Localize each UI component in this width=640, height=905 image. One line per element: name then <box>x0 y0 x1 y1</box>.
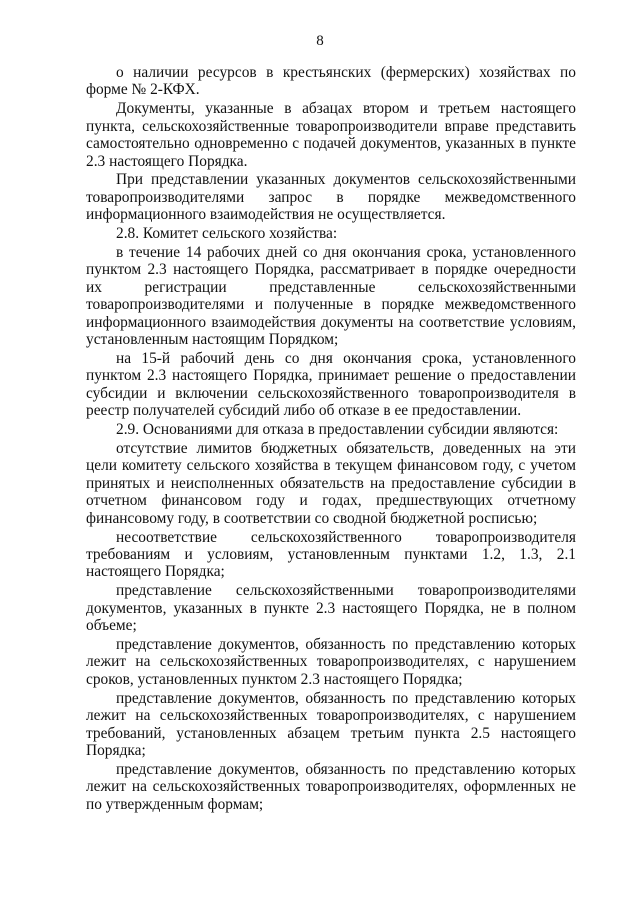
refusal-reason-incomplete-docs: представление сельскохозяйственными товаропроизводителями документов, указанных в пункте 2.3 настоящего Порядка, не в полном объеме; <box>86 582 576 635</box>
refusal-reason-requirements-violation: представление документов, обязанность по представлению которых лежит на сельскохозяйственных товаропроизводителях, с нарушением требований, установленных абзацем третьим пункта 2.5 настоящего Порядка; <box>86 689 576 759</box>
refusal-reason-late-docs: представление документов, обязанность по представлению которых лежит на сельскохозяйственных товаропроизводителях, с нарушением сроков, установленных пунктом 2.3 настоящего Порядка; <box>86 636 576 688</box>
refusal-reason-wrong-forms: представление документов, обязанность по представлению которых лежит на сельскохозяйственных товаропроизводителях, оформленных не по утвержденным формам; <box>86 760 576 813</box>
section-2-8-heading: 2.8. Комитет сельского хозяйства: <box>116 225 338 243</box>
refusal-reason-nonconformity: несоответствие сельскохозяйственного товаропроизводителя требованиям и условиям, установленным пунктами 1.2, 1.3, 2.1 настоящего Порядка; <box>86 528 576 581</box>
section-2-9-heading: 2.9. Основаниями для отказа в предоставлении субсидии являются: <box>116 421 559 439</box>
page-number: 8 <box>316 33 324 49</box>
paragraph-decision-15th-day: на 15-й рабочий день со дня окончания срока, установленного пунктом 2.3 настоящего Порядка, принимает решение о предоставлении субсидии и включении сельскохозяйственного товаропроизводителя в реестр получателей субсидий либо об отказе в ее предоставлении. <box>86 350 576 420</box>
document-body <box>86 64 576 815</box>
paragraph-no-interagency-request: При представлении указанных документов сельскохозяйственными товаропроизводителями запрос в порядке межведомственного информационного взаимодействия не осуществляется. <box>86 171 576 224</box>
paragraph-kfh-form: о наличии ресурсов в крестьянских (фермерских) хозяйствах по форме № 2-КФХ. <box>86 64 576 99</box>
refusal-reason-no-limits: отсутствие лимитов бюджетных обязательств, доведенных на эти цели комитету сельского хозяйства в текущем финансовом году, с учетом принятых и неисполненных обязательств на предоставление субсидии в отчетном финансовом году и годах, предшествующих отчетному финансовому году, в соответствии со сводной бюджетной росписью; <box>86 440 576 527</box>
paragraph-review-14-days: в течение 14 рабочих дней со дня окончания срока, установленного пунктом 2.3 настоящего Порядка, рассматривает в порядке очередности их регистрации представленные сельскохозяйственными товаропроизводителями и полученные в порядке межведомственного информационного взаимодействия документы на соответствие условиям, установленным настоящим Порядком; <box>86 244 576 349</box>
paragraph-documents-self-submit: Документы, указанные в абзацах втором и третьем настоящего пункта, сельскохозяйственные товаропроизводители вправе представить самостоятельно одновременно с подачей документов, указанных в пункте 2.3 настоящего Порядка. <box>86 100 576 170</box>
